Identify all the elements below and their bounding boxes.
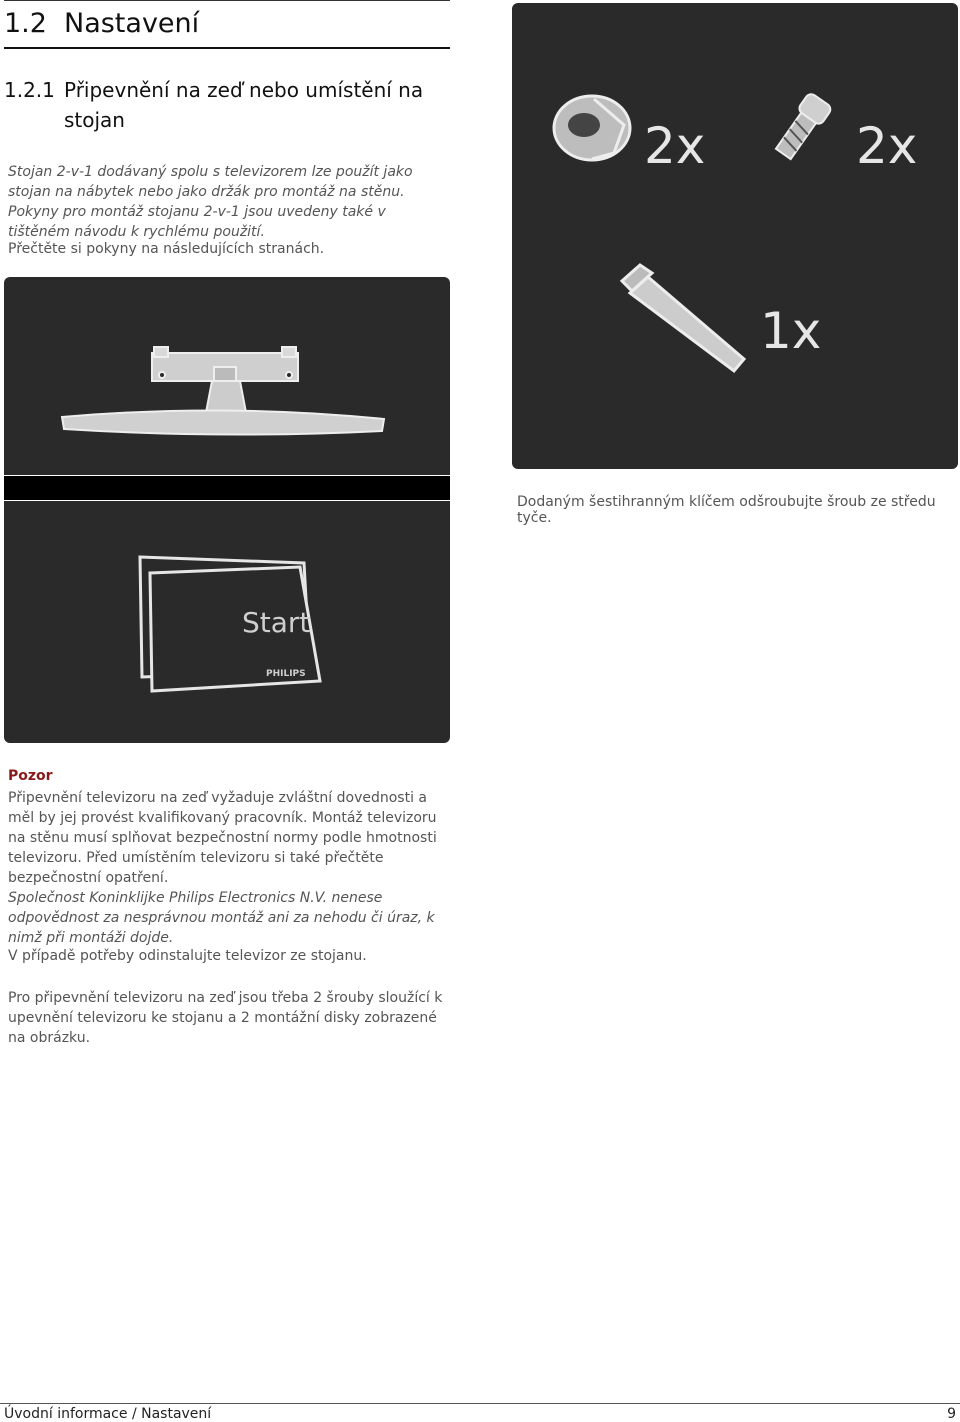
intro-paragraph: Stojan 2-v-1 dodávaný spolu s televizorem lze použít jako stojan na nábytek nebo jako držák pro montáž na stěnu. Pokyny pro montáž stojanu 2-v-1 jsou uvedeny také v tištěném návodu k rychlému použití. (8, 164, 413, 240)
subsection-title-text: Připevnění na zeď nebo umístění na stojan (64, 78, 424, 132)
booklet-title: Start (242, 606, 311, 639)
screw-count: 2x (856, 117, 918, 175)
key-count: 1x (760, 302, 822, 360)
hex-key-caption: Dodaným šestihranným klíčem odšroubujte šroub ze středu tyče. (517, 494, 936, 526)
section-title-text: Nastavení (64, 8, 200, 39)
bolt-count: 2x (644, 117, 706, 175)
warning-body: Připevnění televizoru na zeď vyžaduje zvláštní dovednosti a měl by jej provést kvalifikovaný pracovník. Montáž televizoru na stěnu musí splňovat bezpečnostní normy podle hmotnosti televizoru. Před umístěním televizoru si také přečtěte bezpečnostní opatření. (8, 790, 437, 886)
warning-heading: Pozor (8, 768, 53, 784)
uninstall-paragraph: V případě potřeby odinstalujte televizor ze stojanu. (8, 948, 367, 964)
section-number: 1.2 (4, 8, 47, 39)
screw-icon (772, 92, 833, 162)
screws-note-paragraph: Pro připevnění televizoru na zeď jsou třeba 2 šrouby sloužící k upevnění televizoru ke stojanu a 2 montážní disky zobrazené na obrázku. (8, 990, 443, 1046)
subsection-number: 1.2.1 (4, 78, 55, 102)
parts-illustration (512, 3, 958, 469)
booklet-brand: PHILIPS (266, 669, 306, 679)
read-next-paragraph: Přečtěte si pokyny na následujících stranách. (8, 241, 325, 257)
disclaimer-paragraph: Společnost Koninklijke Philips Electronics N.V. nenese odpovědnost za nesprávnou montáž ani za nehodu či úraz, k nimž při montáži dojde. (8, 890, 435, 946)
stand-illustration (4, 277, 450, 475)
mounting-disc-icon (554, 96, 630, 160)
hex-key-icon (622, 265, 744, 371)
footer-breadcrumb: Úvodní informace / Nastavení (4, 1406, 212, 1422)
page-number: 9 (947, 1406, 956, 1422)
section-title (4, 8, 450, 49)
black-strip (4, 476, 450, 500)
booklet-illustration (4, 501, 450, 743)
subsection-title (4, 75, 450, 135)
footer-rule (0, 1403, 960, 1404)
top-rule (4, 0, 450, 1)
